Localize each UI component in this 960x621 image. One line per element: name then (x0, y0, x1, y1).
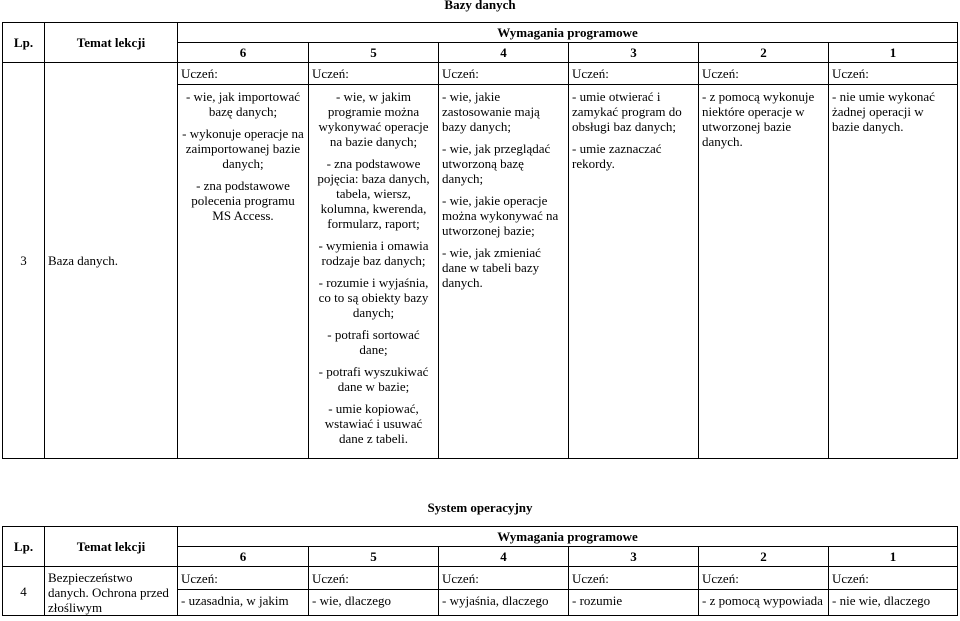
requirement-item: - zna podstawowe polecenia programu MS Access. (191, 178, 295, 223)
student-label-3: Uczeń: (569, 63, 699, 85)
header-lp: Lp. (3, 527, 45, 567)
grade-6: 6 (178, 43, 309, 63)
requirement-item: - wie, jakie operacje można wykonywać na utworzonej bazie; (442, 193, 559, 238)
student-label-1: Uczeń: (829, 63, 958, 85)
student-label-1: Uczeń: (829, 567, 958, 590)
requirement-item: - potrafi sortować dane; (327, 327, 420, 357)
grade-2: 2 (699, 43, 829, 63)
grade-4: 4 (439, 547, 569, 567)
student-label-2: Uczeń: (699, 63, 829, 85)
requirement-item: - potrafi wyszukiwać dane w bazie; (318, 364, 429, 394)
requirement-item: - z pomocą wykonuje niektóre operacje w utworzonej bazie danych. (702, 89, 815, 149)
requirement-item: - wie, jak zmieniać dane w tabeli bazy danych. (442, 245, 541, 290)
student-label-4: Uczeń: (439, 567, 569, 590)
grade-4: 4 (439, 43, 569, 63)
student-label-6: Uczeń: (178, 567, 309, 590)
grade-3: 3 (569, 43, 699, 63)
requirement-item: - wykonuje operacje na zaimportowanej bazie danych; (182, 126, 304, 171)
requirements-cell-3 (569, 85, 699, 459)
requirements-cell-6 (178, 85, 309, 459)
requirement-item: - umie zaznaczać rekordy. (572, 141, 662, 171)
requirements-cell-5 (309, 85, 439, 459)
requirements-cell-1: - nie wie, dlaczego (829, 590, 958, 616)
requirement-item: - rozumie i wyjaśnia, co to są obiekty bazy danych; (318, 275, 429, 320)
grade-3: 3 (569, 547, 699, 567)
requirement-item: - wie, jakie zastosowanie mają bazy danych; (442, 89, 540, 134)
requirements-cell-6: - uzasadnia, w jakim (178, 590, 309, 616)
student-label-5: Uczeń: (309, 567, 439, 590)
student-label-3: Uczeń: (569, 567, 699, 590)
requirement-item: - wie, jak przeglądać utworzoną bazę danych; (442, 141, 551, 186)
grade-1: 1 (829, 547, 958, 567)
requirements-cell-1 (829, 85, 958, 459)
header-topic: Temat lekcji (45, 527, 178, 567)
requirements-cell-4 (439, 85, 569, 459)
grade-6: 6 (178, 547, 309, 567)
requirement-item: - umie kopiować, wstawiać i usuwać dane z tabeli. (324, 401, 423, 446)
header-lp: Lp. (3, 23, 45, 63)
student-label-5: Uczeń: (309, 63, 439, 85)
requirement-item: - zna podstawowe pojęcia: baza danych, tabela, wiersz, kolumna, kwerenda, formularz, raport; (317, 156, 430, 231)
grade-2: 2 (699, 547, 829, 567)
header-requirements: Wymagania programowe (178, 527, 958, 547)
row-topic: Baza danych. (45, 63, 178, 459)
header-requirements: Wymagania programowe (178, 23, 958, 43)
requirement-item: - nie umie wykonać żadnej operacji w bazie danych. (832, 89, 935, 134)
requirements-table-databases (2, 22, 958, 459)
student-label-6: Uczeń: (178, 63, 309, 85)
requirements-cell-5: - wie, dlaczego (309, 590, 439, 616)
requirement-item: - wymienia i omawia rodzaje baz danych; (318, 238, 429, 268)
requirement-item: - umie otwierać i zamykać program do obsługi baz danych; (572, 89, 682, 134)
requirements-table-operating-system (2, 526, 958, 616)
student-label-2: Uczeń: (699, 567, 829, 590)
grade-1: 1 (829, 43, 958, 63)
requirements-cell-2 (699, 85, 829, 459)
section-caption-operating-system: System operacyjny (427, 500, 533, 515)
grade-5: 5 (309, 547, 439, 567)
row-topic: Bezpieczeństwo danych. Ochrona przed złośliwym (45, 567, 178, 616)
section-caption-databases: Bazy danych (444, 0, 516, 12)
requirement-item: - wie, w jakim programie można wykonywać operacje na bazie danych; (318, 89, 429, 149)
requirements-cell-2: - z pomocą wypowiada (699, 590, 829, 616)
header-topic: Temat lekcji (45, 23, 178, 63)
student-label-4: Uczeń: (439, 63, 569, 85)
grade-5: 5 (309, 43, 439, 63)
requirement-item: - wie, jak importować bazę danych; (185, 89, 301, 119)
requirements-cell-4: - wyjaśnia, dlaczego (439, 590, 569, 616)
row-number: 4 (3, 567, 45, 616)
requirements-cell-3: - rozumie (569, 590, 699, 616)
row-number: 3 (3, 63, 45, 459)
